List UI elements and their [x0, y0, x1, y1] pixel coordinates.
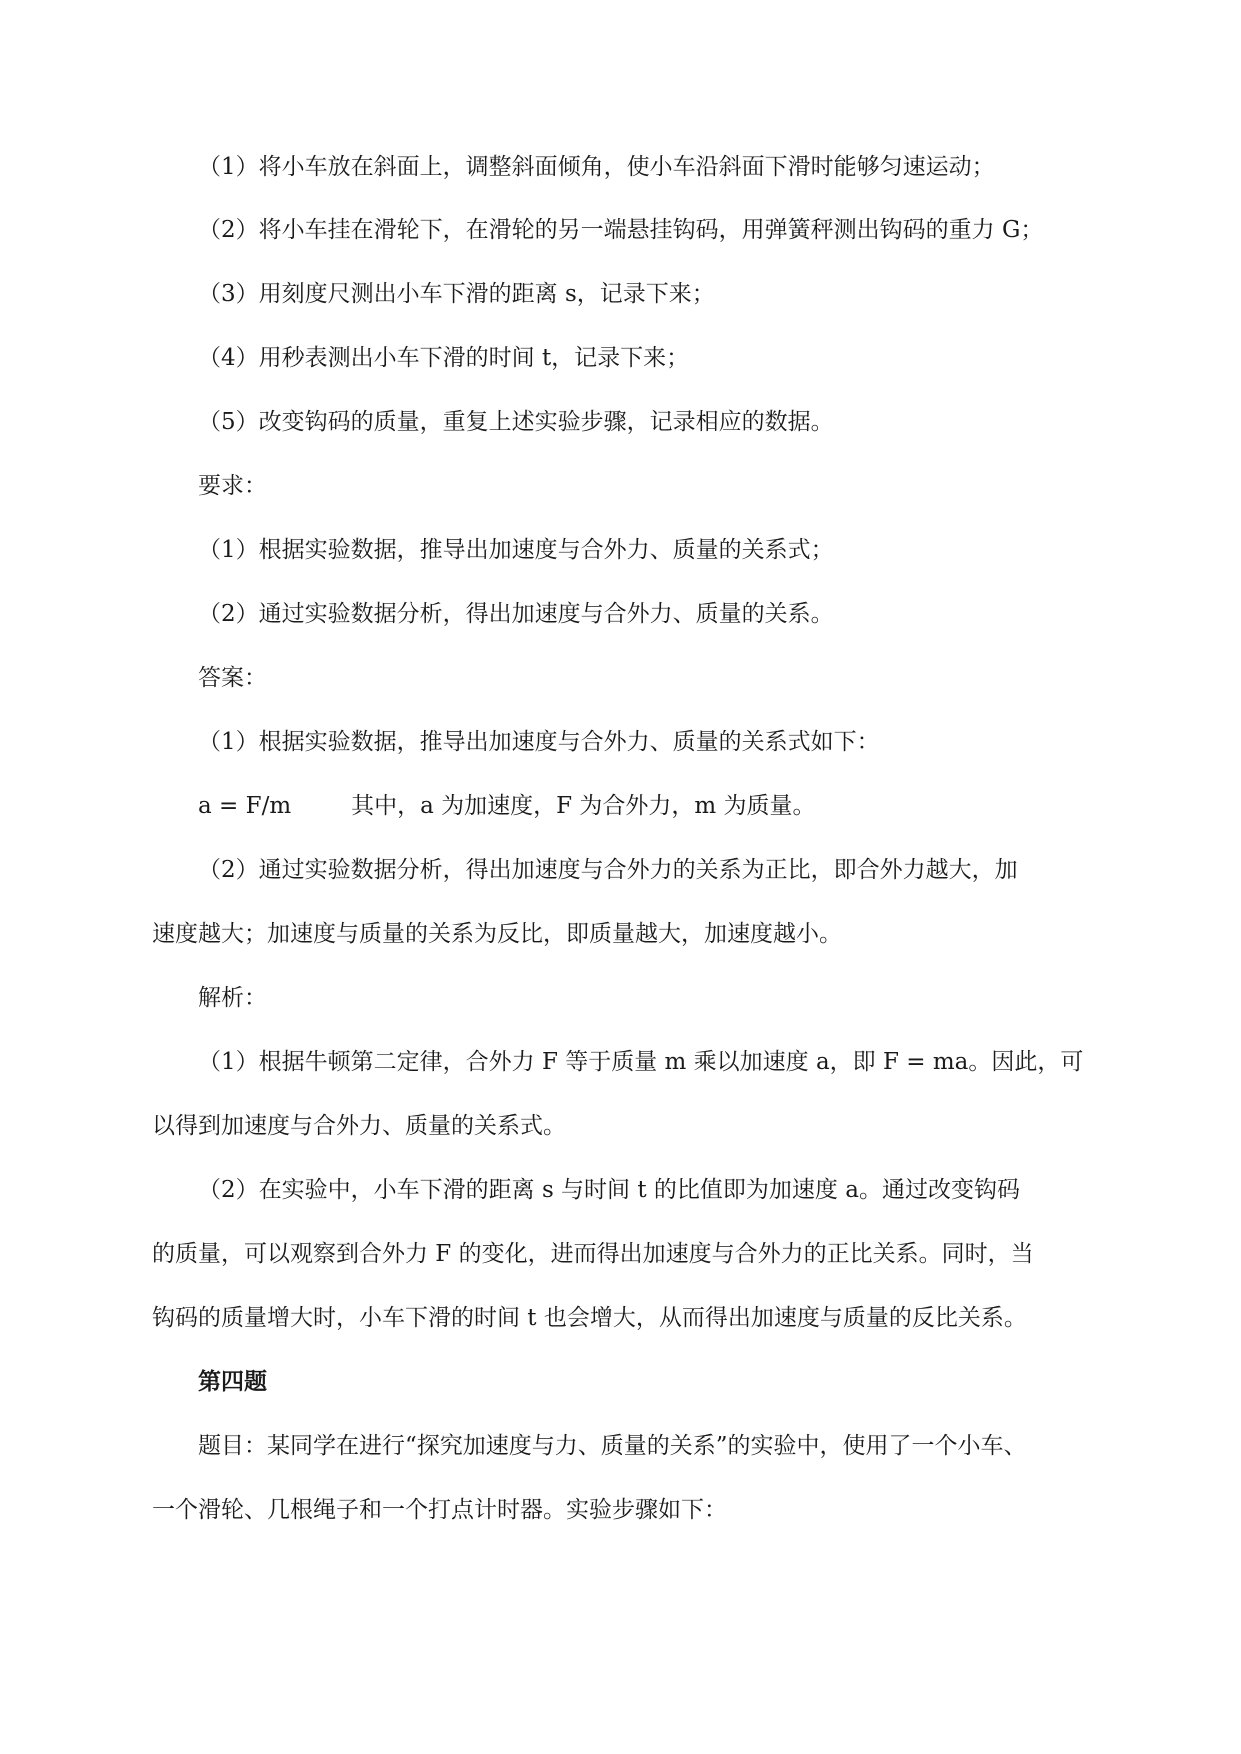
analysis-2-line-1: （2）在实验中，小车下滑的距离 s 与时间 t 的比值即为加速度 a。通过改变钩码 [198, 1177, 1020, 1203]
analysis-1-line-2: 以得到加速度与合外力、质量的关系式。 [152, 1113, 566, 1139]
answer-2-line-1: （2）通过实验数据分析，得出加速度与合外力的关系为正比，即合外力越大，加 [198, 857, 1018, 883]
requirement-2-line: （2）通过实验数据分析，得出加速度与合外力、质量的关系。 [198, 601, 834, 627]
analysis-heading: 解析： [198, 985, 267, 1011]
question-4-line-2: 一个滑轮、几根绳子和一个打点计时器。实验步骤如下： [152, 1497, 727, 1523]
analysis-1-line-1: （1）根据牛顿第二定律，合外力 F 等于质量 m 乘以加速度 a，即 F = ma。因此，可 [198, 1049, 1084, 1075]
analysis-2-line-2: 的质量，可以观察到合外力 F 的变化，进而得出加速度与合外力的正比关系。同时，当 [152, 1241, 1034, 1267]
answer-heading: 答案： [198, 665, 267, 691]
formula: a = F/m [198, 793, 292, 819]
formula-line [198, 791, 1092, 821]
answer-1-line: （1）根据实验数据，推导出加速度与合外力、质量的关系式如下： [198, 729, 880, 755]
step-1-line: （1）将小车放在斜面上，调整斜面倾角，使小车沿斜面下滑时能够匀速运动； [198, 154, 995, 180]
formula-explanation: 其中，a 为加速度，F 为合外力，m 为质量。 [351, 793, 816, 819]
answer-2-line-2: 速度越大；加速度与质量的关系为反比，即质量越大，加速度越小。 [152, 921, 842, 947]
question-4-line-1: 题目：某同学在进行“探究加速度与力、质量的关系”的实验中，使用了一个小车、 [198, 1433, 1027, 1459]
step-2-line: （2）将小车挂在滑轮下，在滑轮的另一端悬挂钩码，用弹簧秤测出钩码的重力 G； [198, 217, 1044, 243]
requirement-1-line: （1）根据实验数据，推导出加速度与合外力、质量的关系式； [198, 537, 834, 563]
requirements-heading: 要求： [198, 473, 267, 499]
step-3-line: （3）用刻度尺测出小车下滑的距离 s，记录下来； [198, 281, 715, 307]
step-4-line: （4）用秒表测出小车下滑的时间 t，记录下来； [198, 345, 690, 371]
question-4-heading: 第四题 [198, 1369, 267, 1395]
analysis-2-line-3: 钩码的质量增大时，小车下滑的时间 t 也会增大，从而得出加速度与质量的反比关系。 [152, 1305, 1027, 1331]
step-5-line: （5）改变钩码的质量，重复上述实验步骤，记录相应的数据。 [198, 409, 834, 435]
